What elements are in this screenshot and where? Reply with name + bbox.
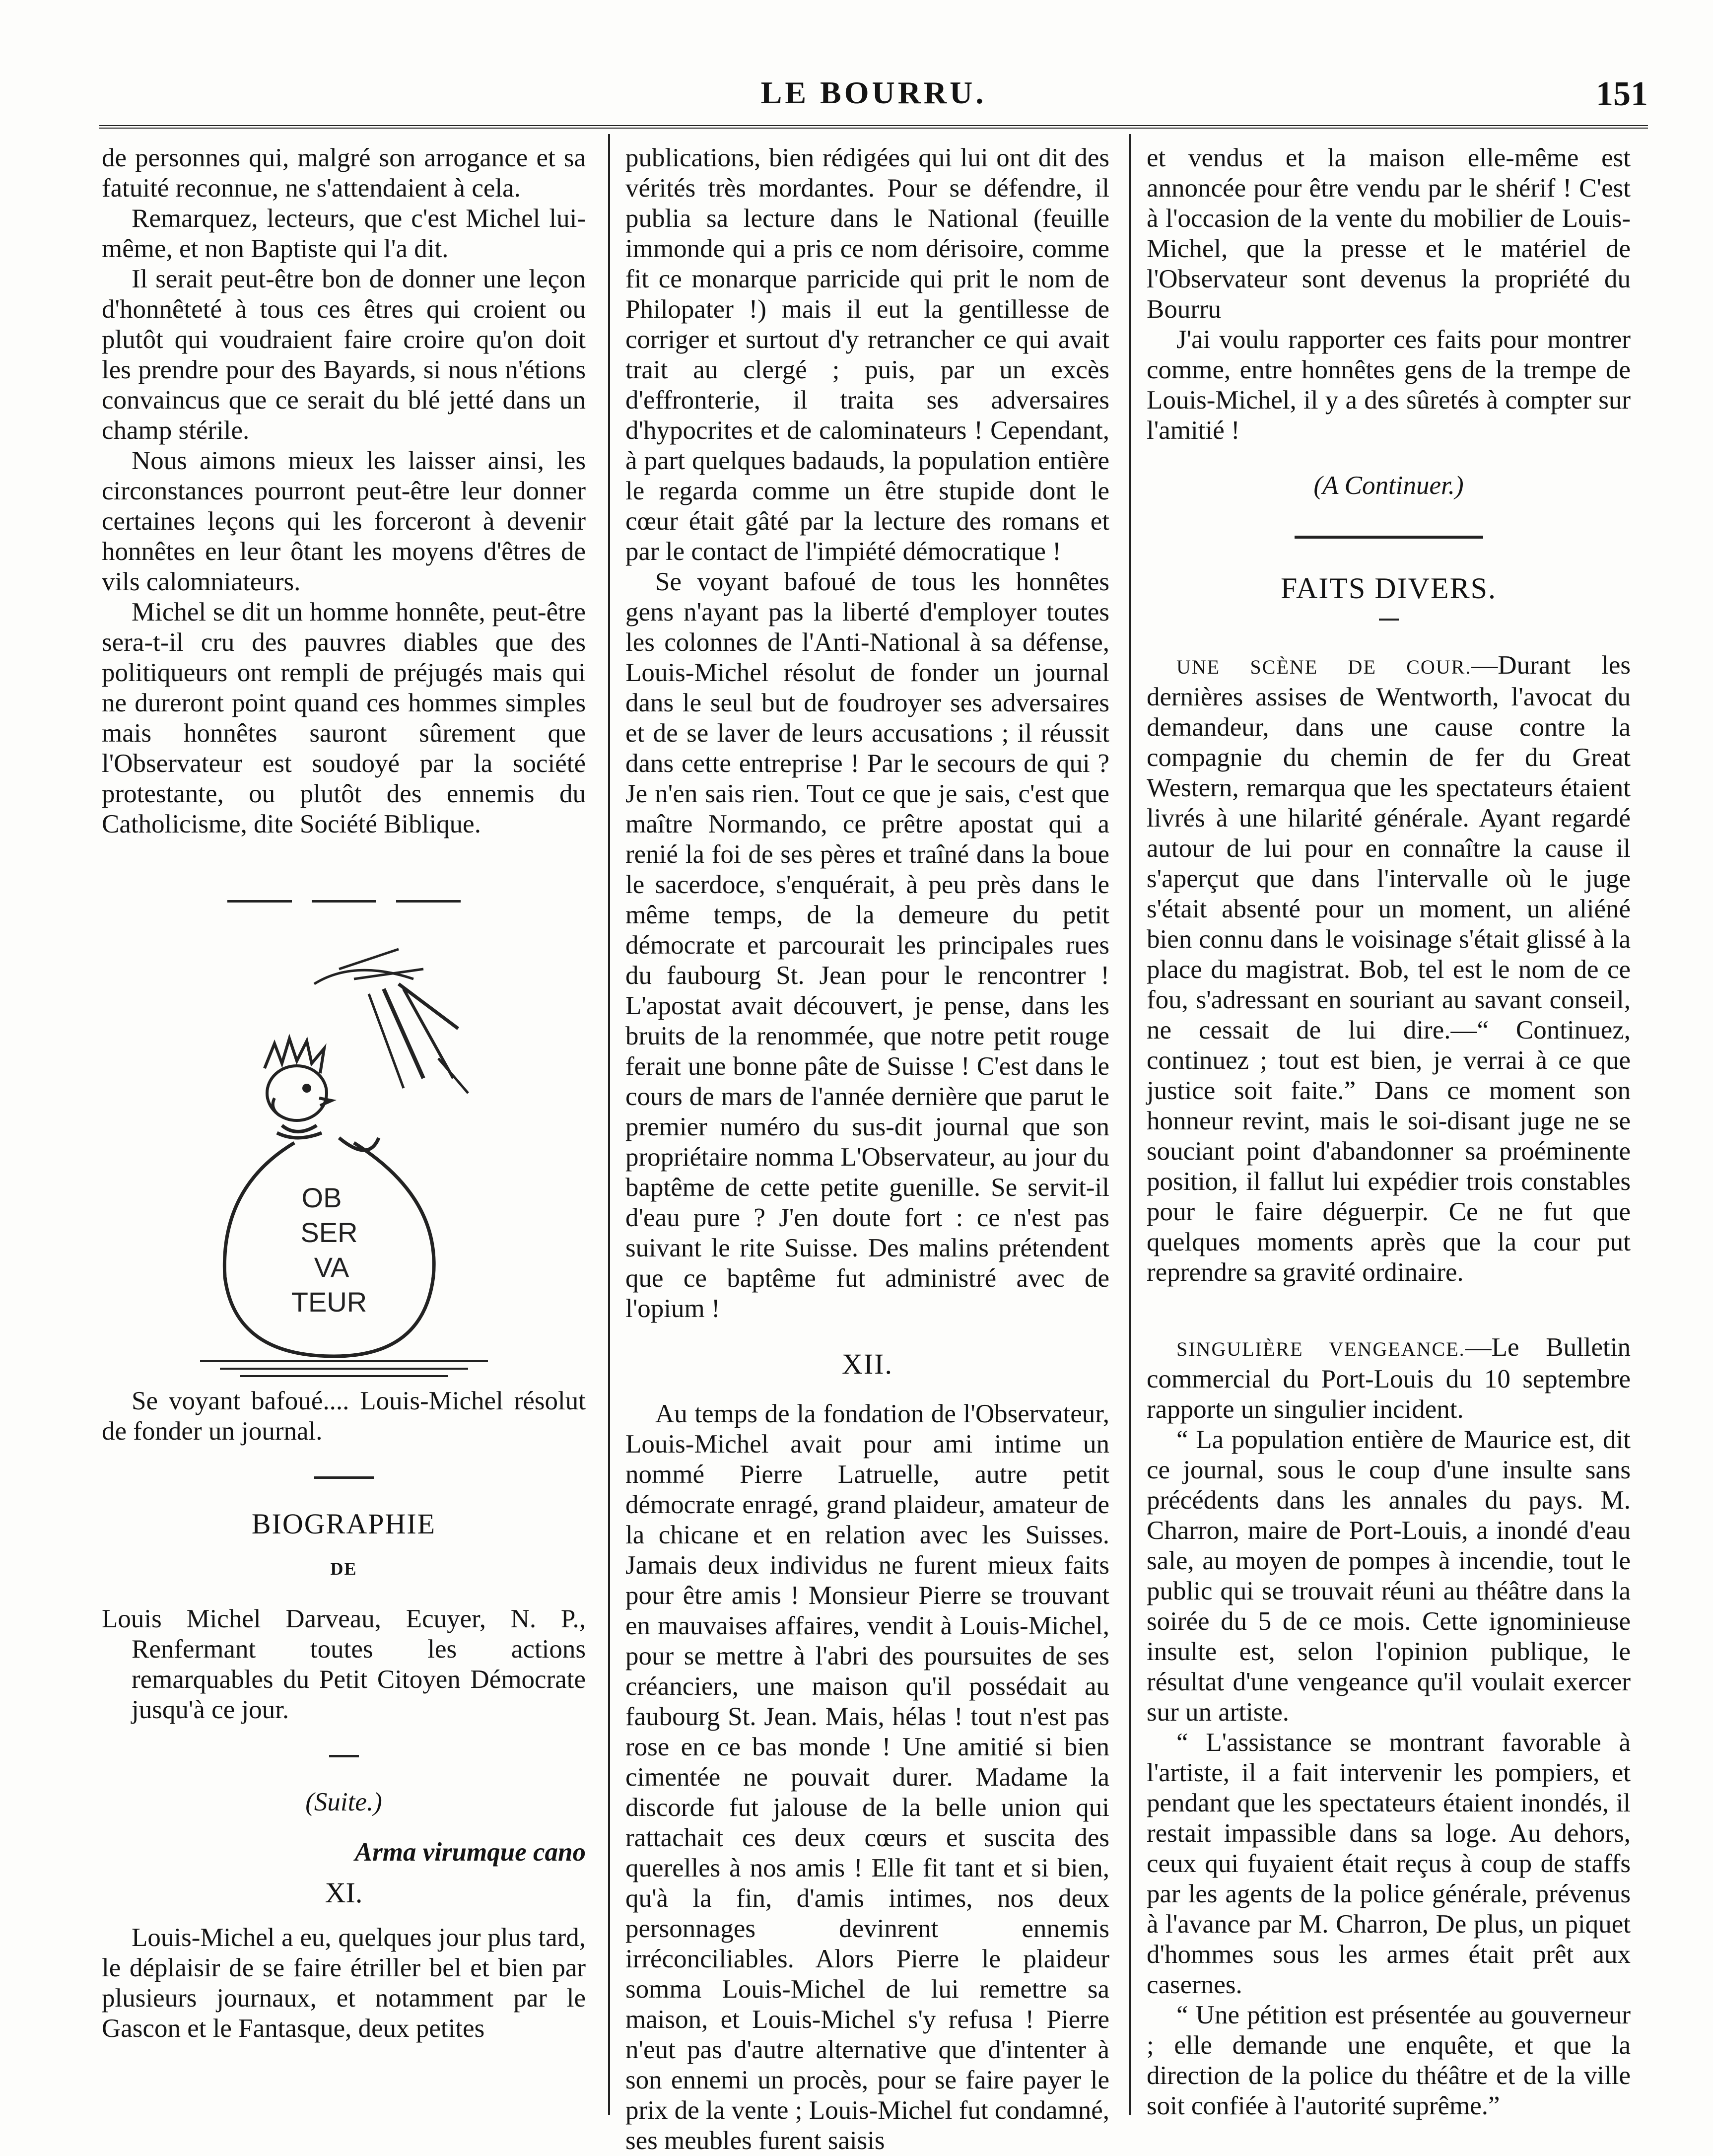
news-item-title: SINGULIÈRE VENGEANCE. — [1176, 1338, 1465, 1360]
svg-text:VA: VA — [314, 1252, 349, 1283]
section-separator — [102, 879, 586, 909]
paragraph: et vendus et la maison elle-même est annoncée pour être vendu par le shérif ! C'est à l'occasion de la vente du mobilier de Louis-Michel, que la presse et le matériel de l'Observateur sont devenus la propriété du Bourru — [1147, 143, 1631, 324]
quoted-paragraph: “ La population entière de Maurice est, dit ce journal, sous le coup d'une insulte sans précédents dans les annales du pays. M. Charron, maire de Port-Louis, a inondé d'eau sale, au moyen de pompes à incendie, tout le public qui se trouvait réuni au théâtre dans la soirée du 5 de ce mois. Cette ignominieuse insulte est, selon l'opinion publique, le résultat d'une vengeance qu'il voulait exercer sur un artiste. — [1147, 1425, 1631, 1727]
latin-motto: Arma virumque cano — [354, 1838, 586, 1867]
chapter-number: XI. — [325, 1877, 363, 1909]
news-item — [1147, 650, 1631, 1288]
rule — [1295, 536, 1483, 539]
paragraph: Au temps de la fondation de l'Observateur, Louis-Michel avait pour ami intime un nommé Pierre Latruelle, autre petit démocrate enragé, grand plaideur, amateur de la chicane et en relation avec les Suisses. Jamais deux individus ne furent mieux faits pour être amis ! Monsieur Pierre se trouvant en mauvaises affaires, vendit à Louis-Michel, pour se mettre à l'abri des poursuites de ses créanciers, une maison qu'il possédait au faubourg St. Jean. Mais, hélas ! tout n'est pas rose en ce bas monde ! Une amitié si bien cimentée ne pouvait durer. Madame la discorde fut jalouse de la belle union qui rattachait ces deux cœurs et suscita des querelles à nos amis ! Elle fit tant et si bien, qu'à la fin, d'amis intimes, nos deux personnages devinrent ennemis irréconciliables. Alors Pierre le plaideur somma Louis-Michel de lui remettre sa maison, et Louis-Michel s'y refusa ! Pierre n'eut pas d'autre alternative que d'intenter à son ennemi un procès, pour se faire payer le prix de la vente ; Louis-Michel fut condamné, ses meubles furent saisis — [625, 1399, 1109, 2155]
illustration-caption: Se voyant bafoué.... Louis-Michel résolut de fonder un journal. — [102, 1387, 586, 1446]
svg-text:TEUR: TEUR — [291, 1286, 367, 1318]
quoted-paragraph: “ Une pétition est présentée au gouverneur ; elle demande une enquête, et que la direction de la police du théâtre et de la ville soit confiée à l'autorité suprême.” — [1147, 2001, 1631, 2120]
page-header — [99, 74, 1648, 124]
paragraph: Il serait peut-être bon de donner une leçon d'honnêteté à tous ces êtres qui croient ou plutôt qui voudraient faire croire qu'on doit les prendre pour des Bayards, si nous n'étions convaincus que ce serait du blé jetté dans un champ stérile. — [102, 265, 586, 445]
header-rule — [99, 125, 1648, 129]
moneybag-illustration — [190, 929, 498, 1386]
chapter-number: XII. — [841, 1348, 893, 1380]
column-1 — [102, 143, 586, 2109]
news-item-title: UNE SCÈNE DE COUR. — [1176, 656, 1472, 678]
paragraph: Nous aimons mieux les laisser ainsi, les circonstances pourront peut-être leur donner certaines leçons qui les forceront à devenir honnêtes en leur ôtant les moyens d'êtres de vils calomniateurs. — [102, 446, 586, 596]
continue-label: (A Continuer.) — [1313, 471, 1464, 500]
section-title: BIOGRAPHIE — [251, 1508, 436, 1540]
quoted-paragraph: “ L'assistance se montrant favorable à l'artiste, il a fait intervenir les pompiers, et pendant que les spectateurs étaient inondés, il restait impassible dans sa loge. Au dehors, ceux qui fuyaient était reçus à coup de staffs par les agents de la police générale, prévenus à l'avance par M. Charron, De plus, un piquet d'hommes sous les armes était prêt aux casernes. — [1147, 1728, 1631, 1999]
column-divider — [1129, 134, 1131, 2115]
column-2 — [625, 143, 1109, 2155]
rule — [329, 1755, 359, 1757]
paragraph: publications, bien rédigées qui lui ont dit des vérités très mordantes. Pour se défendre, il publia sa lecture dans le National (feuille immonde qui a pris ce nom dérisoire, comme fit ce monarque parricide qui prit le nom de Philopater !) mais il eut la gentillesse de corriger et surtout d'y retrancher ce qui avait trait au clergé ; puis, par un excès d'effronterie, il traita ses adversaires d'hypocrites et de calominateurs ! Cependant, à part quelques badauds, la population entière le regarda comme un être stupide dont le cœur était gâté par la lecture des romans et par le contact de l'impiété démocratique ! — [625, 143, 1109, 566]
news-item — [1147, 1332, 1631, 1425]
rule — [314, 1476, 374, 1479]
paragraph: J'ai voulu rapporter ces faits pour montrer comme, entre honnêtes gens de la trempe de Louis-Michel, il y a des sûretés à compter sur l'amitié ! — [1147, 325, 1631, 445]
paragraph: de personnes qui, malgré son arrogance et sa fatuité reconnue, ne s'attendaient à cela. — [102, 143, 586, 203]
paragraph: Michel se dit un homme honnête, peut-être sera-t-il cru des pauvres diables que des politiqueurs ont rempli de préjugés mais qui ne dureront point quand ces hommes simples mais honnêtes sauront sûrement que l'Observateur est soudoyé par la société protestante, ou plutôt des ennemis du Catholicisme, dite Société Biblique. — [102, 598, 586, 838]
running-title: LE BOURRU. — [760, 75, 987, 110]
section-subtitle: DE — [330, 1559, 357, 1579]
paragraph: Louis-Michel a eu, quelques jour plus tard, le déplaisir de se faire étriller bel et bien par plusieurs journaux, et notamment par le Gascon et le Fantasque, deux petites — [102, 1923, 586, 2043]
news-item-text: —Durant les dernières assises de Wentworth, l'avocat du demandeur, dans une cause contre la compagnie du chemin de fer du Great Western, remarqua que les spectateurs étaient livrés à une hilarité générale. Ayant regardé autour de lui pour en connaître la cause il s'aperçut que dans l'intervalle où le juge s'était absenté pour un moment, un aliéné bien connu dans le voisinage s'était glissé à la place du magistrat. Bob, tel est le nom de ce fou, s'adressant en souriant au savant conseil, ne cessait de lui dire.—“ Continuez, continuez ; tout est bien, je verrai à ce que justice soit faite.” Dans ce moment son honneur revint, mais le soi-disant juge ne se souciant point d'abandonner sa proéminente position, il fallut lui expédier trois constables pour le faire déguerpir. Ce ne fut que quelques moments après que la cour put reprendre sa gravité ordinaire. — [1147, 651, 1631, 1287]
svg-text:OB: OB — [301, 1182, 342, 1213]
column-divider — [608, 134, 610, 2115]
news-item-text: —Le Bulletin commercial du Port-Louis du 10 septembre rapporte un singulier incident. — [1147, 1333, 1631, 1424]
paragraph: Se voyant bafoué de tous les honnêtes gens n'ayant pas la liberté d'employer toutes les colonnes de l'Anti-National à sa défense, Louis-Michel résolut de fonder un journal dans le seul but de foudroyer ses adversaires et de se laver de leurs accusations ; il réussit dans cette entreprise ! Par le secours de qui ? Je n'en sais rien. Tout ce que je sais, c'est que maître Normando, ce prêtre apostat qui a renié la foi de ses pères et traîné dans la boue le sacerdoce, s'enquérait, à peu près dans le même temps, de la demeure du petit démocrate et parcourait les principales rues du faubourg St. Jean pour le rencontrer ! L'apostat avait découvert, je pense, dans les bruits de la renommée, que notre petit rouge ferait une bonne pâte de Suisse ! C'est dans le cours de mars de l'année dernière que parut le premier numéro du sus-dit journal que son propriétaire nomma L'Observateur, au jour du baptême de cette petite guenille. Se servit-il d'eau pure ? J'en doute fort : ce n'est pas suivant le rite Suisse. Des malins prétendent que ce baptême fut administré avec de l'opium ! — [625, 567, 1109, 1323]
section-title: FAITS DIVERS. — [1281, 572, 1497, 605]
page-number: 151 — [1596, 75, 1648, 113]
column-3 — [1147, 143, 1631, 2120]
rule — [1379, 619, 1399, 621]
svg-text:SER: SER — [300, 1217, 358, 1248]
suite-label: (Suite.) — [305, 1788, 382, 1816]
paragraph: Remarquez, lecteurs, que c'est Michel lui-même, et non Baptiste qui l'a dit. — [102, 204, 586, 263]
biography-subject: Louis Michel Darveau, Ecuyer, N. P., Renfermant toutes les actions remarquables du Petit Citoyen Démocrate jusqu'à ce jour. — [102, 1604, 586, 1724]
